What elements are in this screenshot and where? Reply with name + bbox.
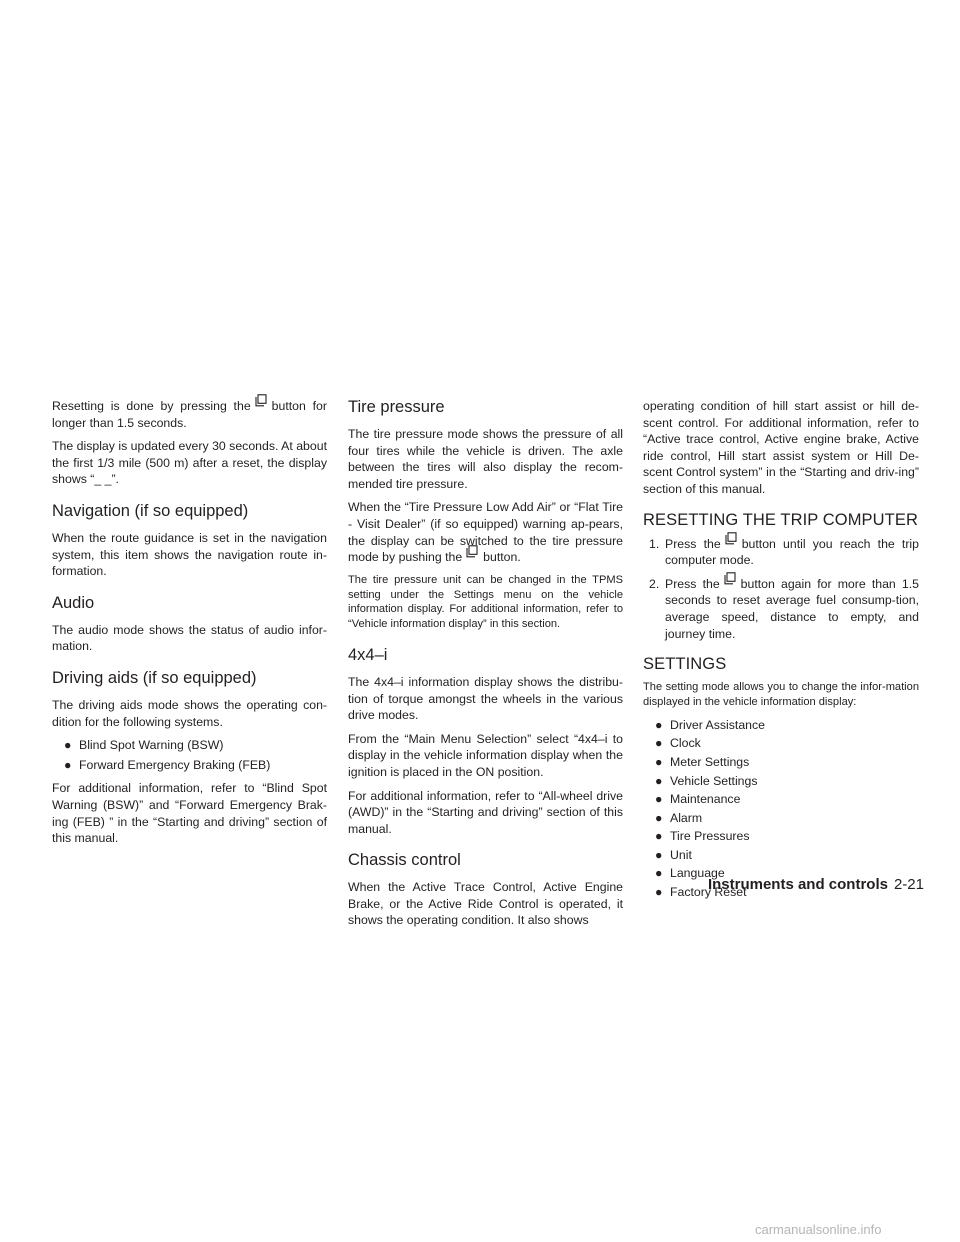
- paragraph-4x4i-3: For additional information, refer to “All-wheel drive (AWD)” in the “Starting and driving” section of this manual.: [348, 788, 623, 836]
- paragraph-audio: The audio mode shows the status of audio infor-mation.: [52, 622, 327, 654]
- heading-settings: SETTINGS: [643, 655, 727, 674]
- list-item: ● Tire Pressures: [655, 829, 750, 844]
- paragraph-tire-1: The tire pressure mode shows the pressure of all four tires while the vehicle is driven. The axle between the tires will also display the recom-mended tire pressure.: [348, 427, 623, 491]
- driving-aids-list: [52, 737, 327, 773]
- list-item: ● Factory Reset: [655, 885, 747, 900]
- paragraph-chassis-continued: operating condition of hill start assist or hill de-scent control. For additional information, refer to “Active trace control, Active engine brake, Active ride control, Hill start assist system or Hill De-scent Control system” in the “Starting and driv-ing” section of this manual.: [643, 399, 919, 496]
- list-item: 1. Press the button until you reach the trip computer mode.: [643, 536, 919, 569]
- list-item: ● Language: [655, 866, 725, 881]
- heading-4x4i: 4x4–i: [348, 645, 388, 664]
- list-item: ● Meter Settings: [655, 754, 750, 769]
- heading-audio: Audio: [52, 593, 95, 612]
- reset-steps-list: [643, 536, 919, 643]
- trip-button-icon: [724, 576, 737, 588]
- watermark: carmanualsonline.info: [755, 1222, 882, 1237]
- column-2: [348, 398, 623, 936]
- page-footer: [700, 876, 924, 894]
- paragraph-4x4i-2: From the “Main Menu Selection” select “4x4–i to display in the vehicle information display when the ignition is placed in the ON position.: [348, 731, 623, 779]
- footer-section-title: Instruments and controls: [707, 876, 888, 893]
- paragraph-display-update: The display is updated every 30 seconds. At about the first 1/3 mile (500 m) after a reset, the display shows “_ _”.: [52, 439, 327, 487]
- list-item: ● Unit: [655, 847, 692, 862]
- heading-chassis-control: Chassis control: [348, 851, 461, 870]
- paragraph-driving-refer: For additional information, refer to “Blind Spot Warning (BSW)” and “Forward Emergency Brak-ing (FEB) ” in the “Starting and driving” section of this manual.: [52, 781, 327, 846]
- heading-resetting-trip-computer: RESETTING THE TRIP COMPUTER: [643, 510, 918, 529]
- paragraph-tire-3: The tire pressure unit can be changed in the TPMS setting under the Settings menu on the vehicle information display. For additional information, refer to “Vehicle information display” in this section.: [348, 573, 623, 631]
- page-number: 2-21: [893, 876, 924, 893]
- trip-button-icon: [466, 549, 479, 561]
- heading-tire-pressure: Tire pressure: [348, 398, 445, 416]
- list-item: ● Driver Assistance: [655, 717, 765, 732]
- heading-driving-aids: Driving aids (if so equipped): [52, 668, 257, 687]
- settings-list: [643, 717, 919, 901]
- list-item: ● Maintenance: [655, 792, 741, 807]
- paragraph-4x4i-1: The 4x4–i information display shows the distribu-tion of torque amongst the wheels in the various drive modes.: [348, 674, 623, 723]
- heading-navigation: Navigation (if so equipped): [52, 501, 249, 520]
- paragraph-tire-2: When the “Tire Pressure Low Add Air” or “Flat Tire - Visit Dealer” (if so equipped) warning ap-pears, the display can be switched to the tire pressure mode by pushing the button.: [348, 500, 623, 565]
- list-item: ● Blind Spot Warning (BSW): [64, 738, 224, 753]
- list-item: 2. Press the button again for more than 1.5 seconds to reset average fuel consump-tion, average speed, distance to empty, and journey time.: [643, 576, 919, 642]
- paragraph-reset: Resetting is done by pressing the button for longer than 1.5 seconds.: [52, 398, 327, 431]
- list-item: ● Alarm: [655, 810, 703, 825]
- trip-button-icon: [255, 398, 268, 410]
- paragraph-driving-aids: The driving aids mode shows the operating con-dition for the following systems.: [52, 697, 327, 729]
- list-item: ● Clock: [655, 736, 701, 751]
- paragraph-chassis: When the Active Trace Control, Active Engine Brake, or the Active Ride Control is operated, it shows the operating condition. It also shows: [348, 880, 623, 928]
- column-3: [643, 398, 919, 908]
- list-item: ● Forward Emergency Braking (FEB): [64, 757, 271, 772]
- trip-button-icon: [725, 536, 738, 548]
- paragraph-navigation: When the route guidance is set in the navigation system, this item shows the navigation route in-formation.: [52, 530, 327, 579]
- list-item: ● Vehicle Settings: [655, 773, 758, 788]
- paragraph-settings: The setting mode allows you to change the infor-mation displayed in the vehicle information display:: [643, 681, 919, 708]
- column-1: [52, 398, 327, 854]
